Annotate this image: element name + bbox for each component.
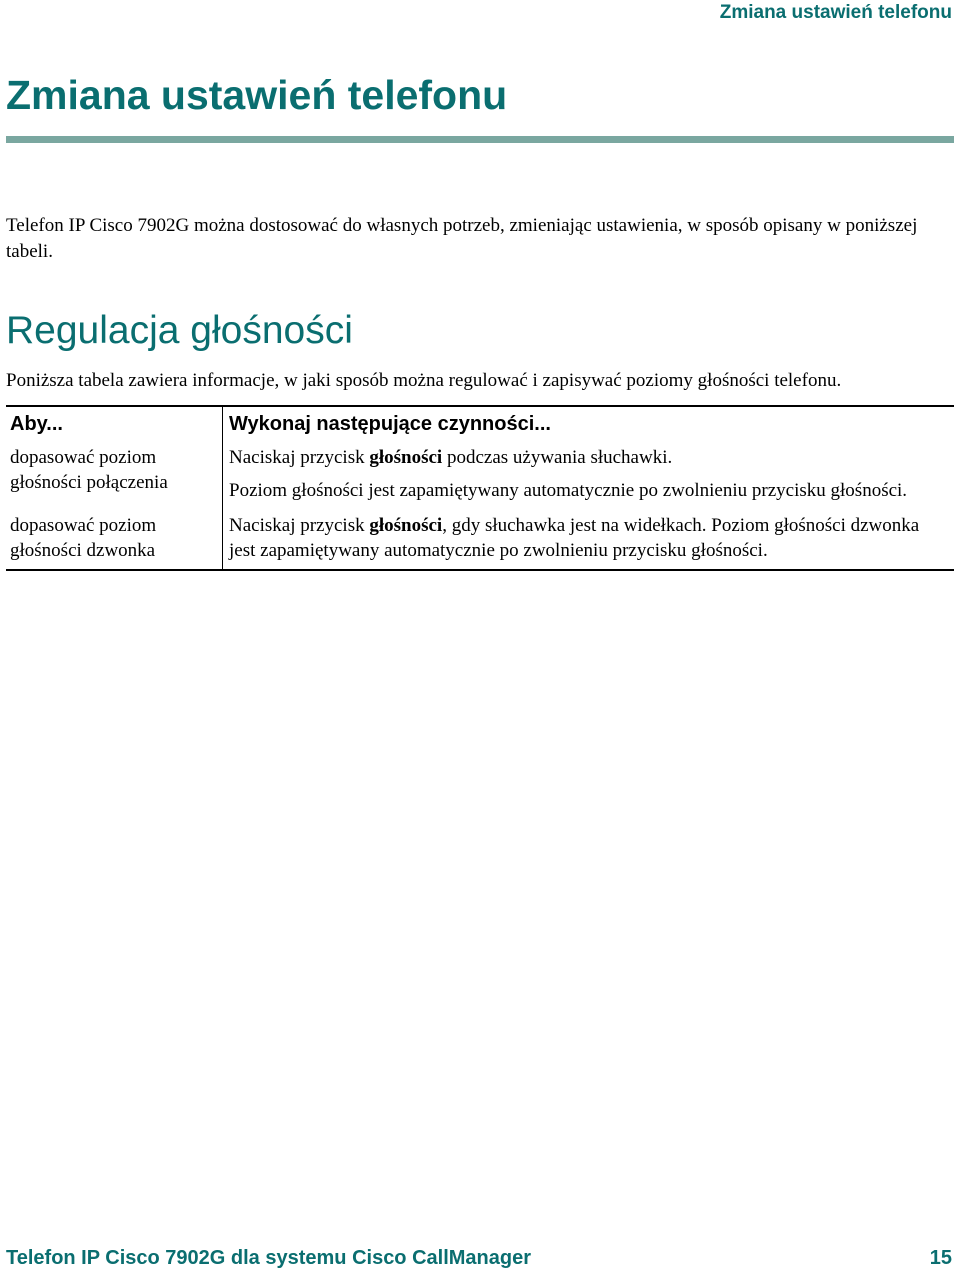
step-text: podczas używania słuchawki. bbox=[442, 447, 673, 468]
running-header: Zmiana ustawień telefonu bbox=[719, 2, 952, 23]
column-header-action: Wykonaj następujące czynności... bbox=[223, 406, 955, 441]
goal-cell: dopasować poziom głośności dzwonka bbox=[6, 509, 223, 570]
step-text: Naciskaj przycisk bbox=[229, 515, 370, 536]
step-text: , gdy słuchawka jest na widełkach. Poziom głośności dzwonka jest zapamiętywany automatycznie po zwolnieniu przycisku głośności. bbox=[229, 515, 920, 561]
action-step bbox=[229, 445, 950, 470]
table-header-row bbox=[6, 406, 954, 441]
action-note: Poziom głośności jest zapamiętywany automatycznie po zwolnieniu przycisku głośności. bbox=[229, 480, 908, 501]
action-cell bbox=[223, 509, 955, 570]
chapter-title: Zmiana ustawień telefonu bbox=[6, 72, 508, 118]
section-description: Poniższa tabela zawiera informacje, w jaki sposób można regulować i zapisywać poziomy głośności telefonu. bbox=[6, 370, 842, 391]
goal-cell: dopasować poziom głośności połączenia bbox=[6, 441, 223, 509]
table-row bbox=[6, 441, 954, 509]
table-row bbox=[6, 509, 954, 570]
volume-table bbox=[6, 405, 954, 571]
title-rule bbox=[6, 136, 954, 143]
intro-paragraph: Telefon IP Cisco 7902G można dostosować do własnych potrzeb, zmieniając ustawienia, w sposób opisany w poniższej tabeli. bbox=[6, 215, 918, 262]
column-header-goal: Aby... bbox=[6, 406, 223, 441]
volume-button-label: głośności bbox=[369, 447, 443, 468]
section-title: Regulacja głośności bbox=[6, 309, 353, 352]
action-cell bbox=[223, 441, 955, 509]
footer-title: Telefon IP Cisco 7902G dla systemu Cisco CallManager bbox=[6, 1247, 532, 1269]
page-number: 15 bbox=[929, 1247, 952, 1269]
step-text: Naciskaj przycisk bbox=[229, 447, 370, 468]
volume-button-label: głośności bbox=[369, 515, 443, 536]
action-step bbox=[229, 513, 950, 563]
